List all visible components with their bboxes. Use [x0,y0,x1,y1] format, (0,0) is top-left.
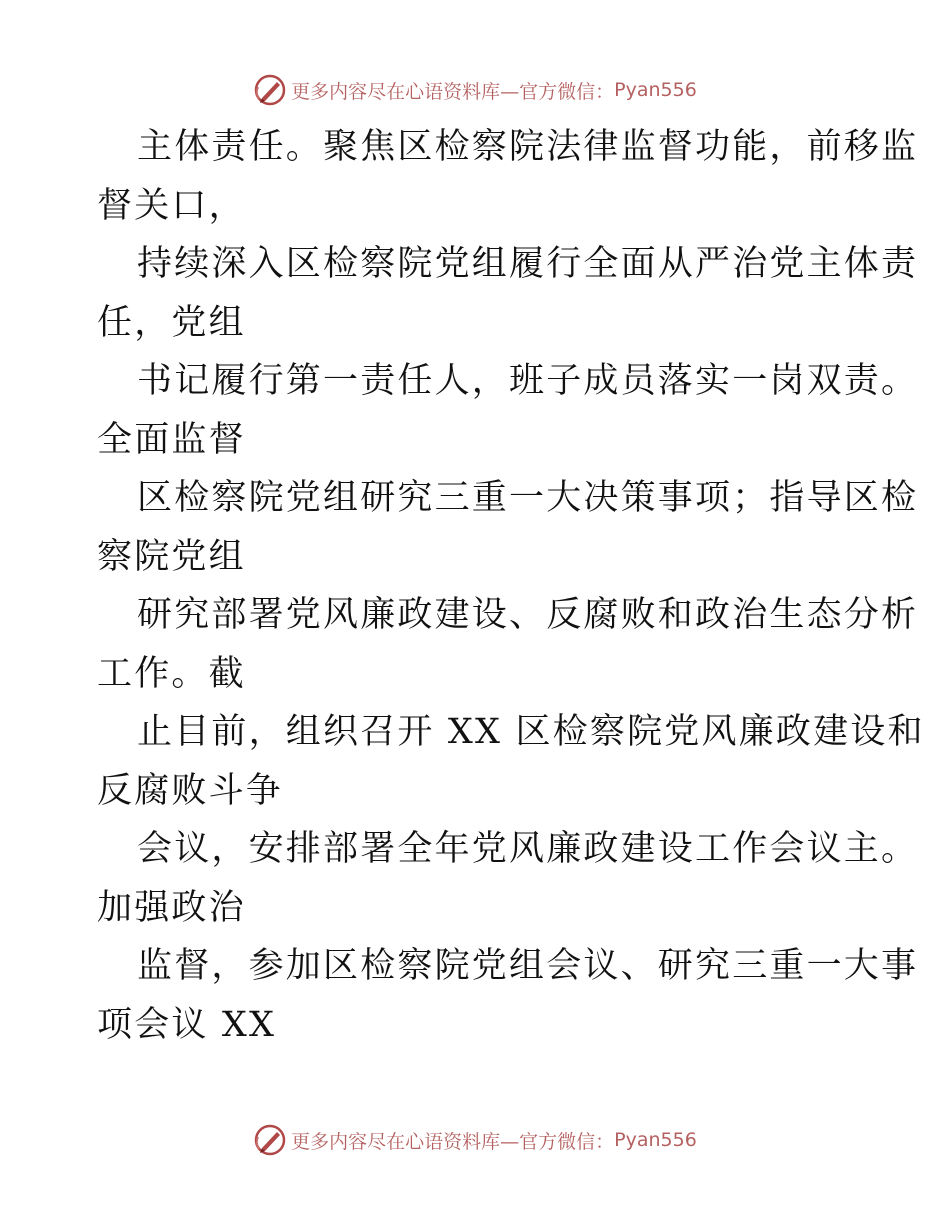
text-line: 止目前，组织召开 XX 区检察院党风廉政建设和 [137,712,925,752]
document-body [97,118,925,1054]
text-line: 会议，安排部署全年党风廉政建设工作会议主。 [137,829,919,869]
text-line: 项会议 XX [97,1004,277,1045]
text-line: 任，党组 [97,302,246,343]
text-line: 加强政治 [97,887,246,928]
text-line: 书记履行第一责任人，班子成员落实一岗双责。 [137,361,919,401]
text-line: 持续深入区检察院党组履行全面从严治党主体责 [137,244,919,284]
header-watermark [0,70,950,110]
text-line: 察院党组 [97,536,246,577]
text-line: 监督，参加区检察院党组会议、研究三重一大事 [137,946,919,986]
pen-logo-icon [253,73,287,107]
watermark-text: 更多内容尽在心语资料库—官方微信： [291,1130,615,1153]
text-line: 研究部署党风廉政建设、反腐败和政治生态分析 [137,595,919,635]
text-line: 反腐败斗争 [97,770,284,811]
footer-watermark [0,1120,950,1160]
watermark-wechat-id: Pyan556 [614,1129,697,1151]
watermark-wechat-id: Pyan556 [614,79,697,101]
pen-logo-icon [253,1123,287,1157]
watermark-text: 更多内容尽在心语资料库—官方微信： [291,80,615,103]
text-line: 工作。截 [97,653,246,694]
text-line: 全面监督 [97,419,246,460]
text-line: 区检察院党组研究三重一大决策事项；指导区检 [137,478,919,518]
text-line: 主体责任。聚焦区检察院法律监督功能，前移监 [137,127,919,167]
text-line: 督关口， [97,185,246,226]
